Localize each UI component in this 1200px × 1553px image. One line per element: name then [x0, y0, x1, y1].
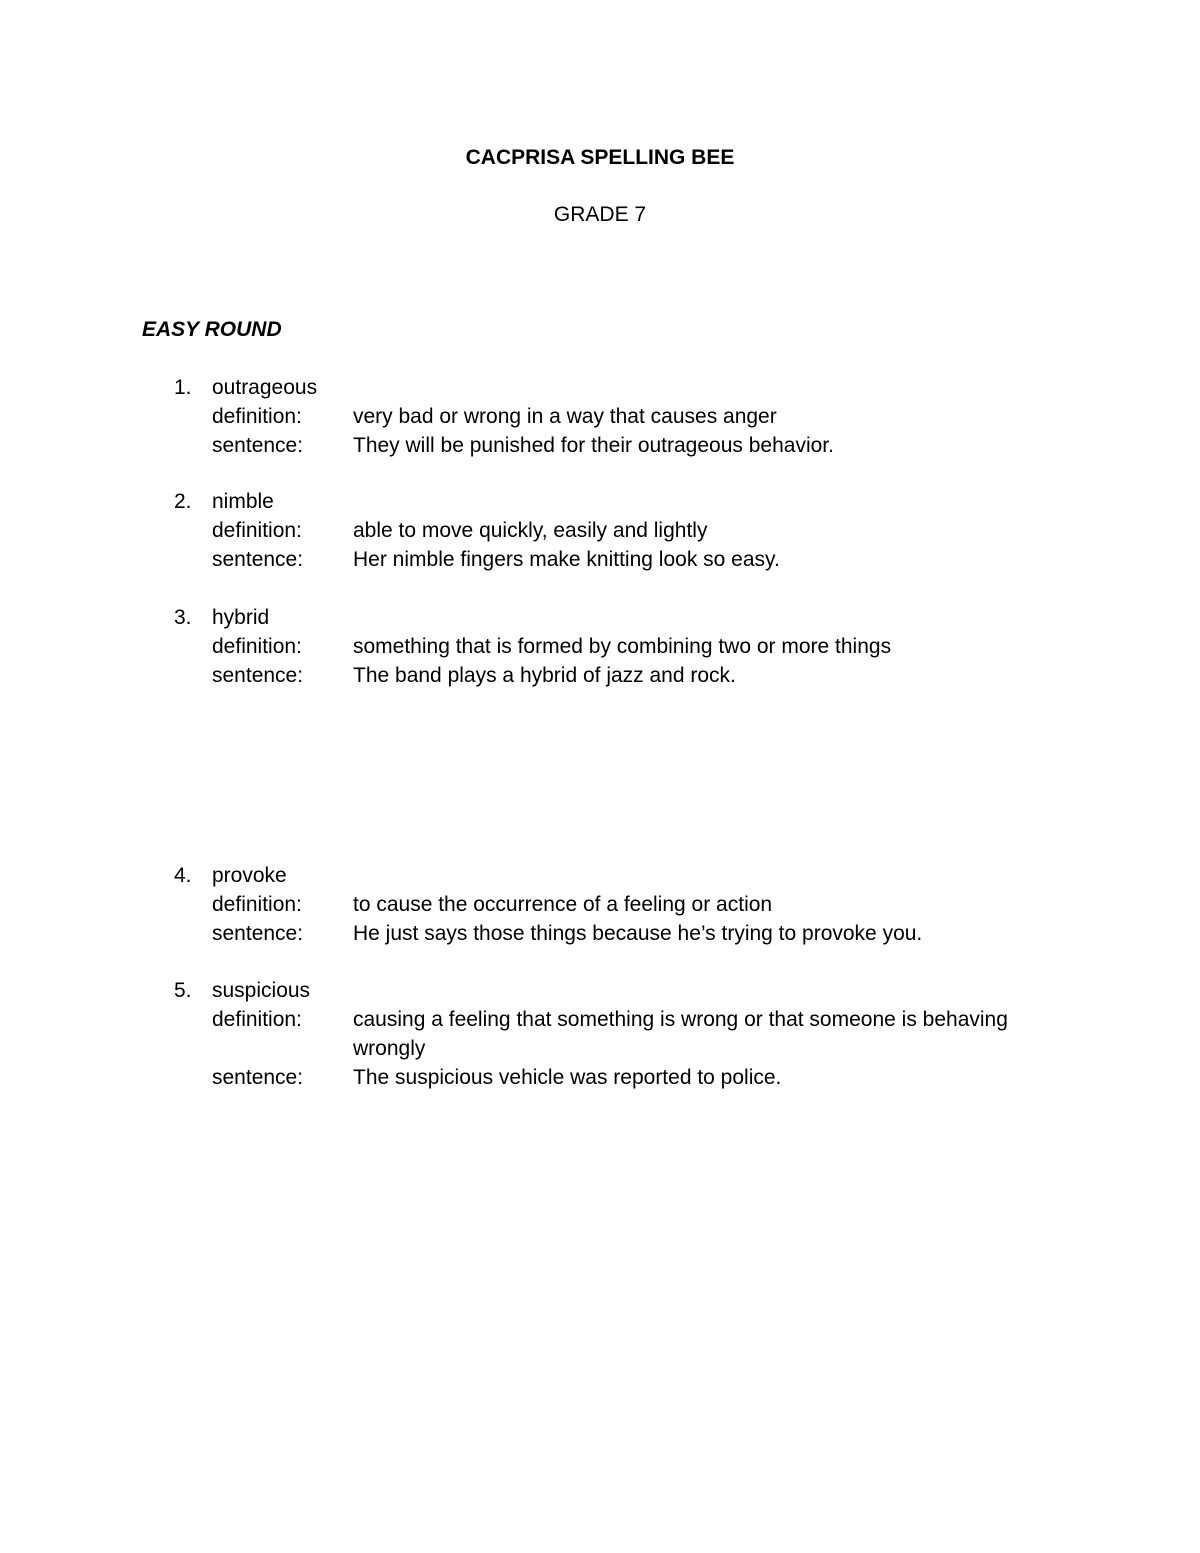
- entry-definition: causing a feeling that something is wrong or that someone is behaving wrongly: [353, 1008, 1008, 1060]
- definition-label: definition:: [212, 405, 302, 428]
- round-heading: EASY ROUND: [142, 318, 282, 341]
- entry-word: nimble: [212, 490, 274, 513]
- entry-sentence: They will be punished for their outrageous behavior.: [353, 434, 834, 457]
- definition-label: definition:: [212, 635, 302, 658]
- entry-sentence: Her nimble fingers make knitting look so easy.: [353, 548, 780, 571]
- sentence-label: sentence:: [212, 664, 304, 687]
- word-entry: [174, 976, 1054, 1092]
- sentence-label: sentence:: [212, 434, 304, 457]
- entry-sentence: He just says those things because he’s trying to provoke you.: [353, 922, 923, 945]
- entry-definition: able to move quickly, easily and lightly: [353, 519, 708, 542]
- definition-label: definition:: [212, 519, 302, 542]
- entry-number: 3.: [174, 606, 192, 629]
- sentence-label: sentence:: [212, 922, 304, 945]
- entry-number: 2.: [174, 490, 192, 513]
- entry-number: 5.: [174, 979, 192, 1002]
- document-title: CACPRISA SPELLING BEE: [465, 146, 735, 169]
- word-entry: [174, 487, 1054, 574]
- grade-label: GRADE 7: [553, 203, 647, 226]
- entry-definition: to cause the occurrence of a feeling or action: [353, 893, 773, 916]
- entry-definition: very bad or wrong in a way that causes anger: [353, 405, 777, 428]
- word-entry: [174, 861, 1054, 948]
- entry-word: hybrid: [212, 606, 270, 629]
- entry-word: outrageous: [212, 376, 318, 399]
- entry-sentence: The band plays a hybrid of jazz and rock.: [353, 664, 736, 687]
- entry-sentence: The suspicious vehicle was reported to police.: [353, 1066, 782, 1089]
- entry-word: suspicious: [212, 979, 311, 1002]
- word-entry: [174, 603, 1054, 690]
- word-entry: [174, 373, 1054, 460]
- definition-label: definition:: [212, 1008, 302, 1031]
- entry-definition: something that is formed by combining two or more things: [353, 635, 892, 658]
- sentence-label: sentence:: [212, 548, 304, 571]
- entry-word: provoke: [212, 864, 287, 887]
- entry-number: 1.: [174, 376, 192, 399]
- definition-label: definition:: [212, 893, 302, 916]
- entry-number: 4.: [174, 864, 192, 887]
- sentence-label: sentence:: [212, 1066, 304, 1089]
